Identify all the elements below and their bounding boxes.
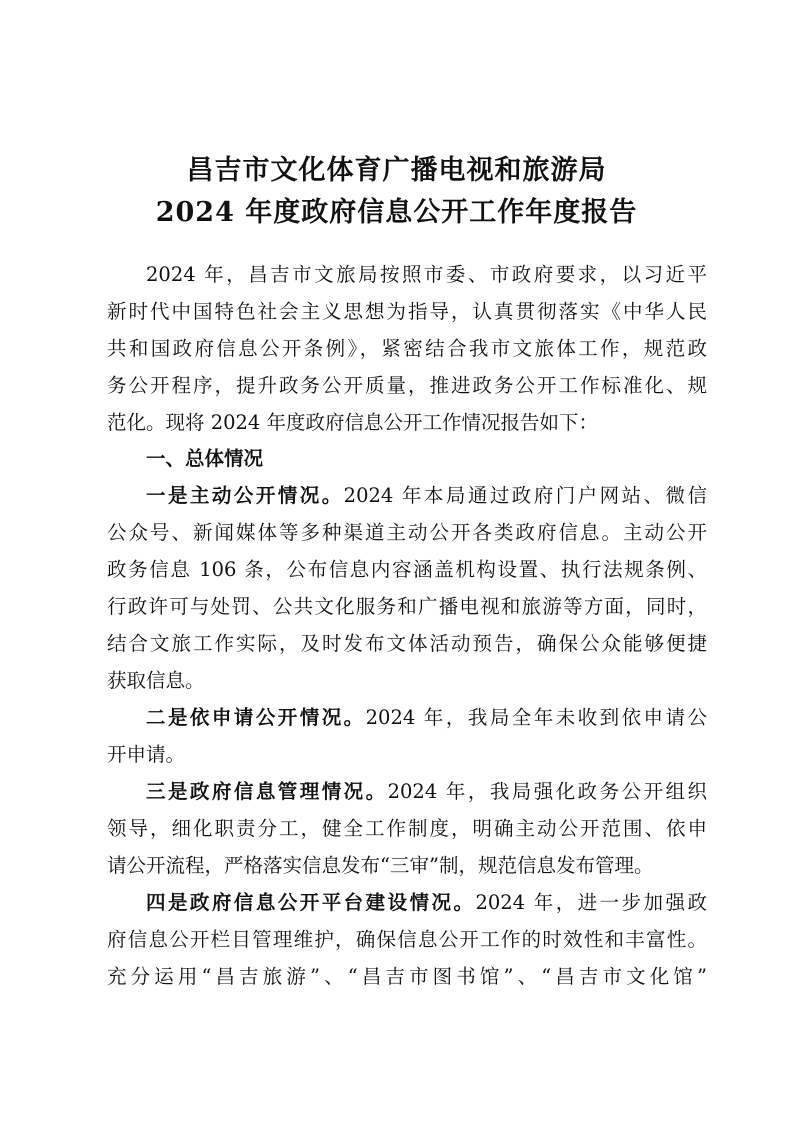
report-title-line-2: 2024 年度政府信息公开工作年度报告 <box>155 197 638 228</box>
paragraph-line: 行政许可与处罚、公共文化服务和广播电视和旅游等方面，同时， <box>107 595 707 618</box>
section-heading: 一、总体情况 <box>146 447 264 470</box>
intro-line: 共和国政府信息公开条例》，紧密结合我市文旅体工作，规范政 <box>107 337 707 360</box>
paragraph-lead: 二是依申请公开情况。 <box>146 706 366 729</box>
paragraph-line: 四是政府信息公开平台建设情况。2024 年，进一步加强政 <box>146 891 707 914</box>
intro-line: 新时代中国特色社会主义思想为指导，认真贯彻落实《中华人民 <box>107 300 707 323</box>
paragraph-line: 开申请。 <box>107 743 186 766</box>
paragraph-line: 请公开流程，严格落实信息发布“三审”制，规范信息发布管理。 <box>107 854 654 877</box>
paragraph-line: 结合文旅工作实际，及时发布文体活动预告，确保公众能够便捷 <box>107 632 707 655</box>
paragraph-line: 一是主动公开情况。2024 年本局通过政府门户网站、微信 <box>146 484 707 507</box>
intro-line: 2024 年，昌吉市文旅局按照市委、市政府要求，以习近平 <box>146 263 707 286</box>
paragraph-line: 二是依申请公开情况。2024 年，我局全年未收到依申请公 <box>146 706 707 729</box>
paragraph-line: 领导，细化职责分工，健全工作制度，明确主动公开范围、依申 <box>107 817 707 840</box>
paragraph-lead: 四是政府信息公开平台建设情况。 <box>146 891 476 914</box>
paragraph-lead: 一是主动公开情况。 <box>146 484 344 507</box>
paragraph-line: 三是政府信息管理情况。2024 年，我局强化政务公开组织 <box>146 780 707 803</box>
paragraph-line: 获取信息。 <box>107 669 205 692</box>
paragraph-line: 公众号、新闻媒体等多种渠道主动公开各类政府信息。主动公开 <box>107 521 707 544</box>
intro-line: 范化。现将 2024 年度政府信息公开工作情况报告如下： <box>107 411 599 434</box>
report-title-line-1: 昌吉市文化体育广播电视和旅游局 <box>186 155 607 186</box>
intro-line: 务公开程序，提升政务公开质量，推进政务公开工作标准化、规 <box>107 374 707 397</box>
paragraph-line: 充分运用“昌吉旅游”、“昌吉市图书馆”、“昌吉市文化馆” <box>107 965 707 988</box>
paragraph-lead: 三是政府信息管理情况。 <box>146 780 388 803</box>
paragraph-line: 府信息公开栏目管理维护，确保信息公开工作的时效性和丰富性。 <box>107 928 707 951</box>
paragraph-line: 政务信息 106 条，公布信息内容涵盖机构设置、执行法规条例、 <box>107 558 707 581</box>
